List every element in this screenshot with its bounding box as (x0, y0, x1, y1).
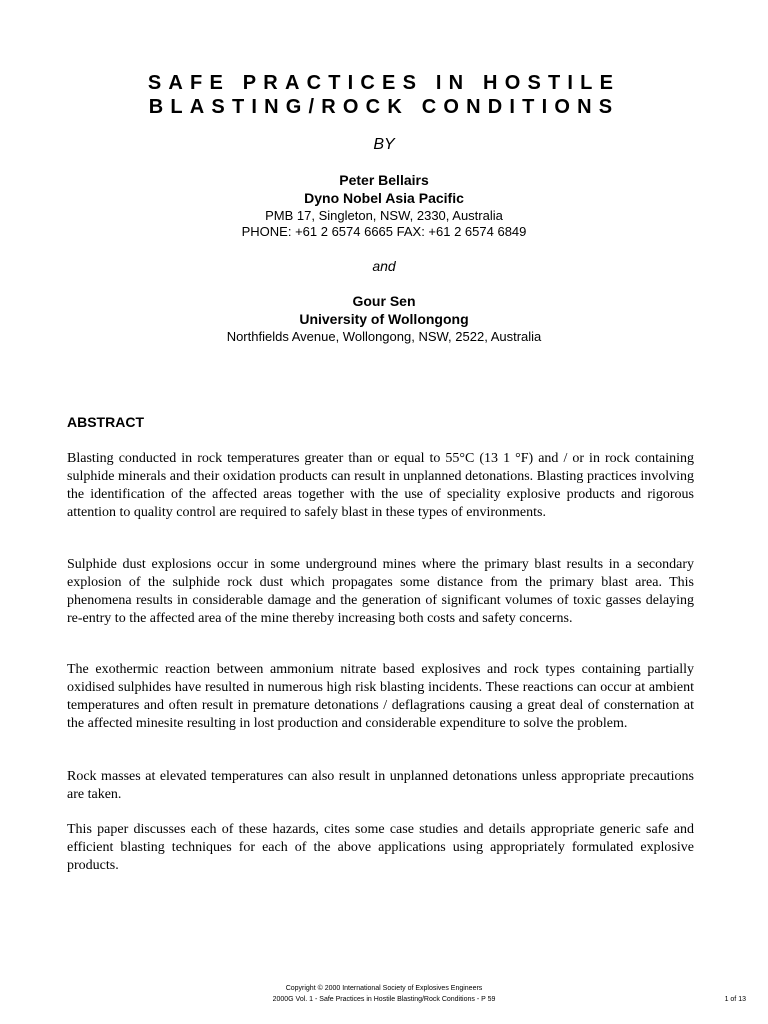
title-line-2: BLASTING/ROCK CONDITIONS (148, 96, 620, 118)
abstract-paragraph-2: Sulphide dust explosions occur in some underground mines where the primary blast results in a secondary explosion of the sulphide rock dust which propagates some distance from the primary blast area. This phenomena results in considerable damage and the generation of significant volumes of toxic gasses delaying re-entry to the affected area of the mine thereby increasing both costs and safety concerns. (67, 557, 694, 626)
abstract-paragraph-4: Rock masses at elevated temperatures can also result in unplanned detonations unless appropriate precautions are taken. (67, 769, 694, 802)
author1-name: Peter Bellairs (339, 172, 429, 188)
author2-name: Gour Sen (352, 293, 416, 309)
footer-citation: 2000G Vol. 1 - Safe Practices in Hostile Blasting/Rock Conditions - P 59 (272, 996, 496, 1003)
author1-phone: PHONE: +61 2 6574 6665 FAX: +61 2 6574 6849 (241, 224, 527, 239)
author1-org: Dyno Nobel Asia Pacific (304, 190, 464, 206)
footer-copyright: Copyright © 2000 International Society of Explosives Engineers (285, 985, 483, 992)
author2-address: Northfields Avenue, Wollongong, NSW, 2522, Australia (226, 329, 542, 344)
abstract-paragraph-3: The exothermic reaction between ammonium nitrate based explosives and rock types containing partially oxidised sulphides have resulted in numerous high risk blasting incidents. These reactions can occur at ambient temperatures and often result in premature detonations / deflagrations causing a great deal of consternation at the affected minesite resulting in lost production and considerable expenditure to solve the problem. (67, 662, 694, 731)
abstract-paragraph-1: Blasting conducted in rock temperatures greater than or equal to 55°C (13 1 °F) and / or in rock containing sulphide minerals and their oxidation products can result in unplanned detonations. Blasting practices involving the identification of the affected areas together with the use of speciality explosive products and rigorous attention to quality control are required to safely blast in these types of environments. (67, 451, 694, 520)
page-number: 1 of 13 (724, 996, 746, 1003)
by-label: BY (373, 136, 395, 153)
author1-address: PMB 17, Singleton, NSW, 2330, Australia (265, 208, 503, 223)
abstract-heading: ABSTRACT (67, 414, 144, 430)
and-label: and (372, 258, 396, 274)
abstract-paragraph-5: This paper discusses each of these hazards, cites some case studies and details appropriate generic safe and efficient blasting techniques for each of the above applications using appropriately formulated explosive products. (67, 822, 694, 873)
title-line-1: SAFE PRACTICES IN HOSTILE (147, 72, 621, 94)
author2-org: University of Wollongong (299, 311, 469, 327)
